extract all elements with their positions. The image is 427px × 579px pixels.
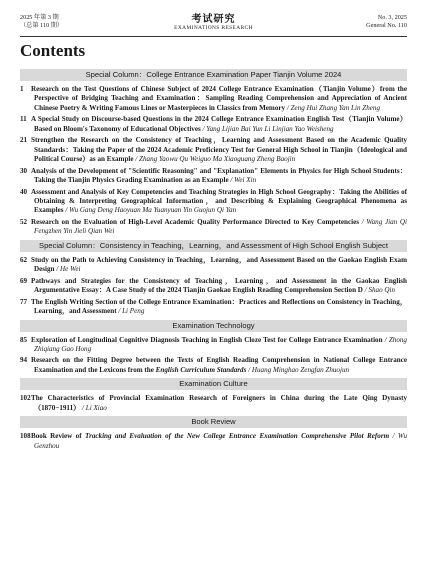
- section-banner: Examination Technology: [20, 320, 407, 332]
- toc-section: [20, 416, 407, 451]
- entry-page-number: 30: [20, 166, 28, 175]
- entry-page-number: 40: [20, 187, 28, 196]
- entry-authors: Zeng Hui Zhang Yan Lin Zheng: [290, 103, 381, 112]
- entry-separator: /: [382, 335, 389, 344]
- entry-page-number: 69: [20, 276, 28, 285]
- toc-entry[interactable]: [20, 85, 407, 113]
- entry-title-italic: English Curriculum Standards: [155, 365, 247, 374]
- entry-separator: /: [200, 124, 207, 133]
- entry-page-number: 108: [20, 432, 31, 441]
- entry-title-italic: Tracking and Evaluation of the New College Entrance Examination Comprehensive Pilot Reform: [85, 432, 390, 441]
- toc-section: [20, 320, 407, 376]
- entry-title: Research on the Test Questions of Chinese Subject of 2024 College Entrance Examination（Tianjin Volume）from the Perspective of Bridging Teaching and Examination：Sampling Reading Comprehension and Appreciation of Ancient Chinese Poetry & Writing Famous Lines or Masterpieces in Classics from Memory: [31, 85, 407, 112]
- toc-section: [20, 378, 407, 413]
- journal-masthead: [20, 14, 407, 32]
- entry-title: Assessment and Analysis of Key Competencies and Teaching Strategies in High School Geography：Taking the Abilities of Obtaining & Interpreting Geographical Information，and Describing & Explaining Geographical Phenomena as Examples: [31, 187, 407, 215]
- entry-separator: /: [116, 307, 123, 316]
- entry-title: The English Writing Section of the College Entrance Examination：Practices and Reflections on Consistency in Teaching，Learning，and Assessment: [31, 297, 407, 316]
- toc-entry[interactable]: [20, 298, 407, 317]
- toc-entry[interactable]: [20, 256, 407, 275]
- entry-title: Strengthen the Research on the Consistency of Teaching，Learning and Assessment Based on the Academic Quality Standards：Taking the Paper of the 2024 Academic Proficiency Test for General High School in Tianjin（Ideological and Political Course）as an Example: [31, 136, 407, 164]
- entry-separator: /: [63, 206, 70, 215]
- toc-entry[interactable]: [20, 277, 407, 296]
- entry-authors: Li Xiao: [85, 403, 107, 412]
- header-rule: [20, 36, 407, 37]
- toc-entry[interactable]: [20, 356, 407, 375]
- entry-title: Study on the Path to Achieving Consistency in Teaching，Learning，and Assessment Based on the Gaokao English Exam Design: [31, 255, 407, 274]
- entry-page-number: 77: [20, 297, 28, 306]
- entry-separator: /: [359, 217, 367, 226]
- toc-entry[interactable]: [20, 432, 407, 451]
- entry-separator: /: [362, 286, 369, 295]
- entry-separator: /: [285, 103, 291, 112]
- entry-authors: Shao Qin: [368, 286, 396, 295]
- toc-entry[interactable]: [20, 336, 407, 355]
- entry-separator: /: [246, 365, 252, 374]
- entry-page-number: 102: [20, 394, 31, 403]
- entry-authors: Huang Minghao Zengfan Zhuojun: [251, 365, 350, 374]
- entry-title: A Special Study on Discourse-based Questions in the 2024 College Entrance Examination English Test（Tianjin Volume）Based on Bloom′s Taxonomy of Educational Objectives: [31, 115, 407, 133]
- entry-authors: Wang Jian Qi Fengzhen Yin Jieli Qian Wei: [34, 217, 407, 236]
- page-title: Contents: [20, 41, 86, 60]
- journal-logo: 考试研究: [191, 14, 236, 25]
- entry-separator: /: [389, 432, 398, 441]
- entry-title: Research on the Fitting Degree between the Texts of English Reading Comprehension in National College Entrance Examination and the Lexicons from the: [31, 356, 407, 374]
- issue-general-number-cn: （总第 110 期）: [20, 22, 64, 29]
- entry-title: The Characteristics of Provincial Examination Research of Foreigners in China during the Late Qing Dynasty（1870−1911）: [31, 394, 407, 412]
- entry-page-number: 62: [20, 255, 28, 264]
- toc-section: [20, 240, 407, 317]
- toc-entry[interactable]: [20, 167, 407, 186]
- entry-separator: /: [228, 176, 235, 185]
- entry-authors: Li Peng: [122, 307, 145, 316]
- journal-name-en: EXAMINATIONS RESEARCH: [174, 25, 253, 31]
- toc-entry[interactable]: [20, 136, 407, 164]
- toc-section: [20, 69, 407, 237]
- table-of-contents: [20, 66, 407, 453]
- issue-info-en: [366, 14, 407, 30]
- entry-separator: /: [133, 155, 140, 164]
- entry-page-number: 1: [20, 85, 24, 93]
- section-banner: Book Review: [20, 416, 407, 428]
- section-banner: Special Column：College Entrance Examination Paper Tianjin Volume 2024: [20, 69, 407, 81]
- entry-title: Research on the Evaluation of High-Level Academic Quality Performance Directed to Key Competencies: [31, 217, 359, 226]
- issue-general-number: General No. 110: [366, 22, 407, 29]
- entry-separator: /: [54, 265, 61, 274]
- entry-authors: Zhang Yaowu Qu Weiguo Ma Xiaoguang Zheng Baojin: [139, 155, 296, 164]
- section-banner: Special Column：Consistency in Teaching，Learning，and Assessment of High School English Subject: [20, 240, 407, 252]
- entry-page-number: 52: [20, 217, 28, 226]
- toc-entry[interactable]: [20, 394, 407, 413]
- toc-entry[interactable]: [20, 218, 407, 237]
- section-banner: Examination Culture: [20, 378, 407, 390]
- toc-entry[interactable]: [20, 188, 407, 216]
- entry-authors: Wu Gang Deng Haoyuan Ma Yuanyuan Yin Guojun Qi Yan: [69, 206, 237, 215]
- entry-title: Pathways and Strategies for the Consistency of Teaching，Learning，and Assessment in the Gaokao English Argumentative Essay：A Case Study of the 2024 Tianjin Gaokao English Reading Comprehension Section D: [31, 276, 407, 295]
- entry-page-number: 11: [20, 115, 27, 124]
- entry-authors: Zhong Zhiqiang Gao Hong: [34, 335, 407, 353]
- entry-authors: Yang Lijian Bai Yun Li Linjian Yao Weisheng: [206, 124, 334, 133]
- issue-year-number: 2025 年第 3 期: [20, 14, 59, 21]
- entry-title: Exploration of Longitudinal Cognitive Diagnosis Teaching in English Cloze Test for College Entrance Examination: [31, 335, 383, 344]
- entry-page-number: 85: [20, 335, 28, 344]
- entry-page-number: 94: [20, 356, 28, 365]
- issue-number: No. 3, 2025: [377, 14, 407, 21]
- toc-entry[interactable]: [20, 115, 407, 134]
- entry-title: Analysis of the Development of "Scientific Reasoning" and "Explanation" Elements in Physics for High School Students：Taking the Tianjin Physics Grading Examination as an Example: [31, 166, 407, 185]
- entry-authors: He Wei: [60, 265, 81, 274]
- entry-authors: Wu Genzhou: [34, 432, 407, 450]
- entry-separator: /: [80, 403, 86, 412]
- entry-page-number: 21: [20, 136, 28, 145]
- entry-authors: Wei Xin: [234, 176, 257, 185]
- entry-title: Book Review of: [31, 432, 82, 441]
